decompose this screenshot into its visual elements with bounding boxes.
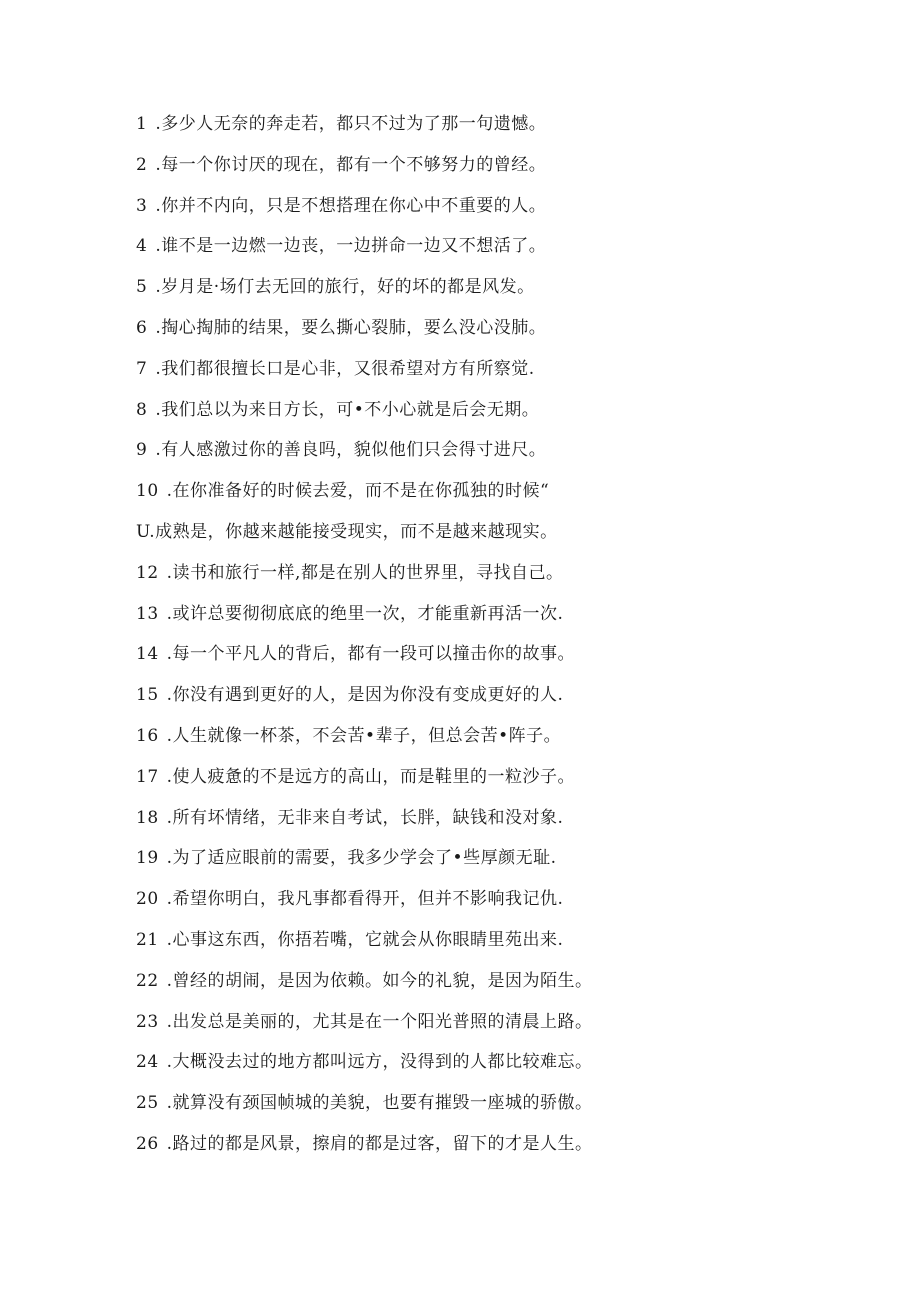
quote-separator: . bbox=[166, 1052, 173, 1073]
quote-line bbox=[136, 1042, 836, 1083]
quote-line bbox=[136, 798, 836, 839]
quote-line bbox=[136, 267, 836, 308]
quote-number: 23 bbox=[136, 1011, 159, 1032]
quote-separator: . bbox=[155, 236, 162, 257]
quote-text: 大概没去过的地方都叫远方，没得到的人都比较难忘。 bbox=[172, 1052, 593, 1073]
quote-separator: . bbox=[166, 725, 173, 746]
quote-text: 人生就像一杯茶，不会苦•辈子，但总会苦•阵子。 bbox=[172, 725, 562, 746]
quote-line bbox=[136, 675, 836, 716]
quote-line bbox=[136, 838, 836, 879]
quote-number: 8 bbox=[136, 399, 148, 420]
quote-separator: . bbox=[166, 848, 173, 869]
quote-number: 1 bbox=[136, 114, 148, 134]
quote-line bbox=[136, 920, 836, 961]
quote-number: 12 bbox=[136, 562, 159, 583]
quote-text: 谁不是一边燃一边丧，一边拼命一边又不想活了。 bbox=[161, 236, 547, 257]
quote-text: 多少人无奈的奔走若，都只不过为了那一句遗憾。 bbox=[161, 114, 547, 134]
quote-separator: . bbox=[166, 766, 173, 787]
quote-text: 路过的都是风景，擦肩的都是过客，留下的才是人生。 bbox=[172, 1133, 593, 1154]
quote-separator: . bbox=[166, 685, 173, 706]
quote-number: 26 bbox=[136, 1133, 159, 1154]
quote-text: 就算没有颈国帧城的美貌，也要有摧毁一座城的骄傲。 bbox=[172, 1093, 593, 1114]
quote-separator: . bbox=[166, 1011, 173, 1032]
quote-line bbox=[136, 634, 836, 675]
quote-number: 15 bbox=[136, 685, 159, 706]
quote-number: 10 bbox=[136, 481, 159, 502]
quote-line bbox=[136, 308, 836, 349]
quote-text: 为了适应眼前的需要，我多少学会了•些厚颜无耻. bbox=[172, 848, 557, 869]
quote-number: 18 bbox=[136, 807, 159, 828]
quote-number: 6 bbox=[136, 317, 148, 338]
quote-line bbox=[136, 349, 836, 390]
quote-number: 25 bbox=[136, 1093, 159, 1114]
quote-separator: . bbox=[155, 317, 162, 338]
quote-number: 21 bbox=[136, 929, 159, 950]
quote-line bbox=[136, 186, 836, 227]
quote-line bbox=[136, 145, 836, 186]
quote-separator: . bbox=[166, 807, 173, 828]
quote-separator: . bbox=[166, 929, 173, 950]
quote-text: 所有坏情绪，无非来自考试，长胖，缺钱和没对象. bbox=[172, 807, 564, 828]
quote-number: U. bbox=[136, 521, 156, 542]
quote-number: 9 bbox=[136, 440, 148, 461]
quote-separator: . bbox=[155, 277, 162, 298]
quote-line bbox=[136, 594, 836, 635]
quote-text: 你并不内向，只是不想搭理在你心中不重要的人。 bbox=[161, 195, 547, 216]
quote-number: 2 bbox=[136, 154, 148, 175]
quote-text: 读书和旅行一样,都是在别人的世界里，寻找自己。 bbox=[172, 562, 564, 583]
quote-separator: . bbox=[155, 399, 162, 420]
quote-separator: . bbox=[166, 481, 173, 502]
quote-line bbox=[136, 226, 836, 267]
quote-number: 16 bbox=[136, 725, 159, 746]
quote-line bbox=[136, 104, 836, 145]
quote-line bbox=[136, 757, 836, 798]
quote-text: 出发总是美丽的，尤其是在一个阳光普照的清晨上路。 bbox=[172, 1011, 593, 1032]
quote-number: 4 bbox=[136, 236, 148, 257]
quote-separator: . bbox=[155, 114, 162, 134]
quote-separator: . bbox=[155, 154, 162, 175]
quote-separator: . bbox=[155, 440, 162, 461]
quote-line bbox=[136, 1002, 836, 1043]
quote-text: 成熟是，你越来越能接受现实，而不是越来越现实。 bbox=[155, 521, 558, 542]
quote-text: 我们都很擅长口是心非，又很希望对方有所察觉. bbox=[161, 358, 535, 379]
quote-line bbox=[136, 553, 836, 594]
quote-separator: . bbox=[166, 644, 173, 665]
quote-separator: . bbox=[155, 358, 162, 379]
quote-text: 在你准备好的时候去爱，而不是在你孤独的时候“ bbox=[172, 481, 550, 502]
quote-line bbox=[136, 430, 836, 471]
quote-line bbox=[136, 1124, 836, 1165]
quote-separator: . bbox=[166, 1133, 173, 1154]
quote-number: 22 bbox=[136, 970, 159, 991]
quote-separator: . bbox=[166, 562, 173, 583]
quote-separator: . bbox=[155, 195, 162, 216]
quote-number: 5 bbox=[136, 277, 148, 298]
quote-number: 20 bbox=[136, 889, 159, 910]
quote-text: 岁月是·场仃去无回的旅行，好的坏的都是风发。 bbox=[161, 277, 535, 298]
quote-number: 19 bbox=[136, 848, 159, 869]
quote-list bbox=[136, 104, 836, 1165]
quote-number: 17 bbox=[136, 766, 159, 787]
quote-line bbox=[136, 512, 836, 553]
quote-text: 或许总要彻彻底底的绝里一次，才能重新再活一次. bbox=[172, 603, 564, 624]
quote-separator: . bbox=[166, 603, 173, 624]
quote-line bbox=[136, 879, 836, 920]
quote-text: 你没有遇到更好的人，是因为你没有变成更好的人. bbox=[172, 685, 564, 706]
quote-text: 每一个你讨厌的现在，都有一个不够努力的曾经。 bbox=[161, 154, 547, 175]
quote-separator: . bbox=[166, 889, 173, 910]
quote-text: 使人疲惫的不是远方的高山，而是鞋里的一粒沙子。 bbox=[172, 766, 576, 787]
quote-text: 曾经的胡闹，是因为依赖。如今的礼貌，是因为陌生。 bbox=[172, 970, 593, 991]
quote-number: 13 bbox=[136, 603, 159, 624]
quote-text: 有人感激过你的善良吗，貌似他们只会得寸进尺。 bbox=[161, 440, 547, 461]
quote-number: 14 bbox=[136, 644, 159, 665]
quote-number: 7 bbox=[136, 358, 148, 379]
quote-line bbox=[136, 390, 836, 431]
quote-text: 心事这东西，你捂若嘴，它就会从你眼睛里苑出来. bbox=[172, 929, 564, 950]
quote-line bbox=[136, 961, 836, 1002]
quote-separator: . bbox=[166, 970, 173, 991]
quote-text: 我们总以为来日方长，可•不小心就是后会无期。 bbox=[161, 399, 540, 420]
quote-line bbox=[136, 471, 836, 512]
quote-text: 希望你明白，我凡事都看得开，但并不影响我记仇. bbox=[172, 889, 564, 910]
quote-text: 每一个平凡人的背后，都有一段可以撞击你的故事。 bbox=[172, 644, 576, 665]
quote-line bbox=[136, 1083, 836, 1124]
quote-number: 3 bbox=[136, 195, 148, 216]
quote-text: 掏心掏肺的结果，要么撕心裂肺，要么没心没肺。 bbox=[161, 317, 547, 338]
quote-separator: . bbox=[166, 1093, 173, 1114]
quote-number: 24 bbox=[136, 1052, 159, 1073]
quote-line bbox=[136, 716, 836, 757]
